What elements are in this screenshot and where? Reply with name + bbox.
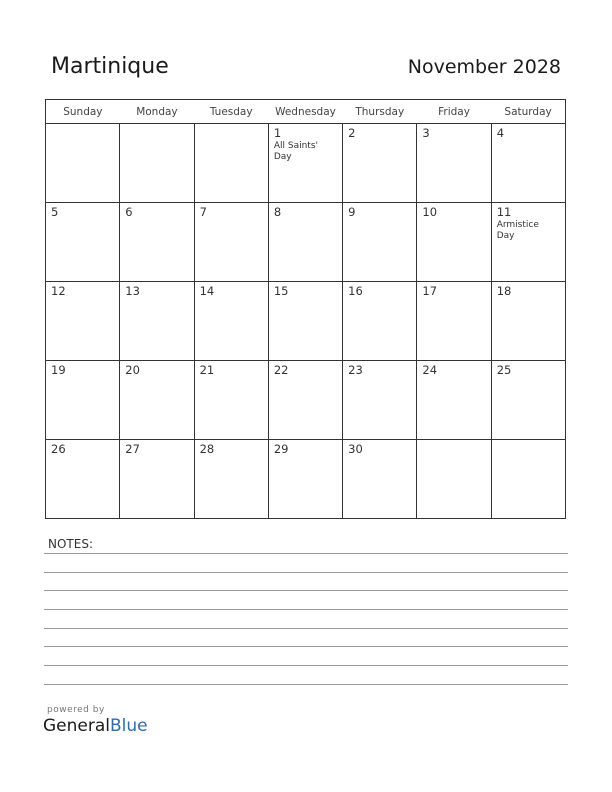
day-cell: [46, 361, 120, 440]
powered-by-text: powered by: [47, 705, 105, 715]
calendar-month-title: November 2028: [407, 56, 561, 78]
weekday-header: Tuesday: [194, 100, 268, 124]
day-cell: [491, 361, 565, 440]
day-number: 6: [125, 205, 133, 219]
day-number: 9: [348, 205, 356, 219]
calendar-country-title: Martinique: [51, 54, 169, 79]
day-cell: [343, 124, 417, 203]
brand-blue-text: Blue: [110, 716, 148, 736]
week-row: [46, 361, 566, 440]
day-cell: [194, 282, 268, 361]
notes-line: [44, 646, 568, 647]
day-number: 7: [199, 205, 207, 219]
day-cell: [46, 203, 120, 282]
day-cell: [417, 282, 491, 361]
notes-label: NOTES:: [48, 537, 93, 551]
day-cell: [194, 440, 268, 519]
day-number: 15: [273, 284, 289, 298]
brand-general-text: General: [43, 716, 110, 736]
calendar-grid: [45, 99, 566, 519]
day-cell: [120, 124, 194, 203]
week-row: [46, 124, 566, 203]
day-cell: [491, 282, 565, 361]
day-number: 11: [496, 205, 512, 219]
day-number: 8: [273, 205, 282, 219]
notes-line: [44, 553, 568, 554]
day-cell: [417, 203, 491, 282]
day-number: 17: [422, 284, 438, 298]
day-cell: [343, 282, 417, 361]
day-number: 5: [51, 205, 59, 219]
day-cell: [46, 440, 120, 519]
day-cell: [491, 203, 565, 282]
notes-line: [44, 665, 568, 666]
day-number: 13: [125, 284, 140, 298]
week-row: [46, 440, 566, 519]
day-cell: [268, 440, 342, 519]
weekday-header: Thursday: [343, 100, 417, 124]
notes-line: [44, 590, 568, 591]
day-number: 25: [496, 363, 512, 377]
day-cell: [46, 124, 120, 203]
notes-line: [44, 609, 568, 610]
notes-line: [44, 572, 568, 573]
day-number: 1: [273, 126, 282, 140]
week-row: [46, 282, 566, 361]
day-number: 20: [125, 363, 140, 377]
weekday-header: Sunday: [46, 100, 120, 124]
day-cell: [268, 282, 342, 361]
notes-line: [44, 628, 568, 629]
generalblue-logo[interactable]: [43, 716, 148, 736]
day-cell: [194, 124, 268, 203]
day-cell: [120, 361, 194, 440]
day-number: 21: [199, 363, 215, 377]
day-number: 12: [51, 284, 66, 298]
holiday-label: Armistice Day: [496, 220, 539, 241]
week-row: [46, 203, 566, 282]
day-number: 27: [125, 442, 140, 456]
day-cell: [120, 203, 194, 282]
day-number: 28: [199, 442, 215, 456]
day-number: 2: [348, 126, 356, 140]
day-cell: [343, 361, 417, 440]
day-cell: [120, 440, 194, 519]
day-number: 18: [496, 284, 512, 298]
day-cell: [268, 124, 342, 203]
day-cell: [268, 203, 342, 282]
day-cell: [46, 282, 120, 361]
day-number: 3: [422, 126, 430, 140]
day-cell: [417, 361, 491, 440]
day-cell: [120, 282, 194, 361]
day-number: 14: [199, 284, 215, 298]
day-number: 10: [422, 205, 438, 219]
day-number: 26: [51, 442, 66, 456]
holiday-label: All Saints' Day: [273, 141, 318, 162]
day-number: 23: [348, 363, 363, 377]
day-cell: [343, 203, 417, 282]
day-number: 29: [273, 442, 289, 456]
day-cell: [417, 124, 491, 203]
day-cell: [268, 361, 342, 440]
day-number: 19: [51, 363, 66, 377]
day-cell: [417, 440, 491, 519]
day-number: 30: [348, 442, 363, 456]
day-cell: [343, 440, 417, 519]
day-number: 22: [273, 363, 289, 377]
weekday-header: Wednesday: [268, 100, 342, 124]
day-number: 4: [496, 126, 505, 140]
weekday-header: Friday: [417, 100, 491, 124]
weekday-header: Saturday: [491, 100, 565, 124]
day-cell: [194, 203, 268, 282]
weekday-header-row: [46, 100, 566, 124]
day-cell: [491, 124, 565, 203]
weekday-header: Monday: [120, 100, 194, 124]
day-number: 16: [348, 284, 363, 298]
day-cell: [194, 361, 268, 440]
day-number: 24: [422, 363, 438, 377]
day-cell: [491, 440, 565, 519]
notes-line: [44, 684, 568, 685]
